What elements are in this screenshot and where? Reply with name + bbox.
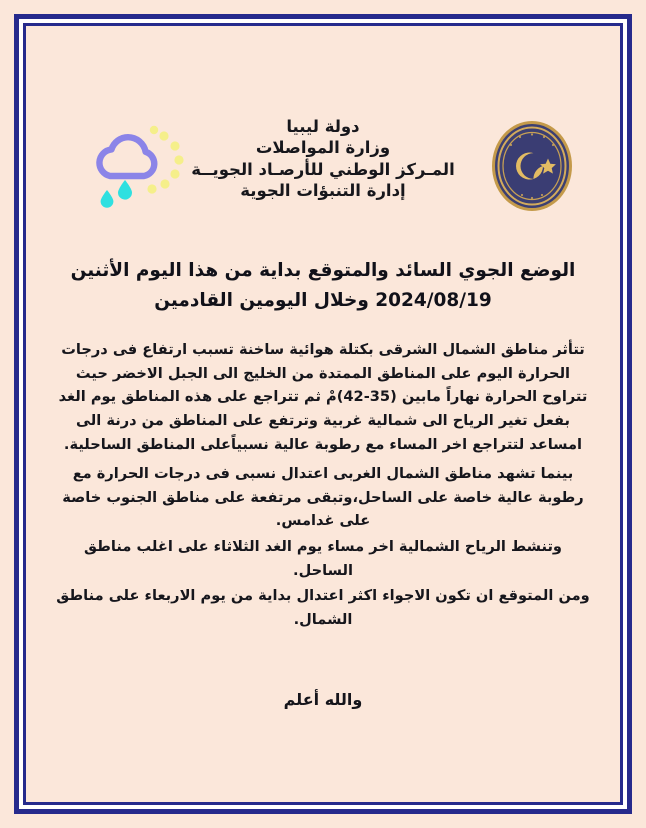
bulletin-title <box>48 256 598 316</box>
org-line-ministry: وزارة المواصلات <box>255 138 391 158</box>
closing-phrase: والله أعلم <box>283 689 363 709</box>
title-line-1: الوضع الجوي السائد والمتوقع بداية من هذا اليوم الأثنين <box>70 260 576 281</box>
organization-names <box>191 116 455 202</box>
forecast-paragraph-outlook: ومن المتوقع ان تكون الاجواء اكثر اعتدال بداية من يوم الاربعاء على مناطق الشمال. <box>56 587 590 628</box>
title-line-2: 2024/08/19 وخلال اليومين القادمين <box>154 289 492 311</box>
cloud-rain-sun-icon <box>80 110 192 214</box>
page-frame-inner <box>23 23 623 805</box>
forecast-body <box>48 338 598 632</box>
forecast-paragraph-west: بينما تشهد مناطق الشمال الغربى اعتدال نسبى فى درجات الحرارة مع رطوبة عالية خاصة على الساحل،وتبقى مرتفعة على مناطق الجنوب خاصة على غدامس. <box>62 465 584 530</box>
libya-state-emblem-icon <box>486 114 578 218</box>
org-line-center: المـركز الوطني للأرصـاد الجويــة <box>191 159 455 179</box>
org-line-department: إدارة التنبؤات الجوية <box>240 181 406 201</box>
org-line-country: دولة ليبيا <box>286 117 360 136</box>
forecast-paragraph-east: تتأثر مناطق الشمال الشرقى بكتلة هوائية ساخنة تسبب ارتفاع فى درجات الحرارة اليوم على المناطق الممتدة من الخليج الى الجبل الاخضر حيث تتراوح الحرارة نهاراً مابين (35-42)مْ ثم تتراجع على هذه المناطق يوم الغد بفعل تغير الرياح الى شمالية غربية وترتفع على المناطق من درنة الى امساعد لتتراجع اخر المساء مع رطوبة عالية نسبياًعلى المناطق الساحلية. <box>58 340 588 453</box>
masthead <box>48 116 598 234</box>
page-frame-outer <box>14 14 632 814</box>
forecast-paragraph-wind: وتنشط الرياح الشمالية اخر مساء يوم الغد الثلاثاء على اغلب مناطق الساحل. <box>84 538 562 579</box>
bulletin-content <box>26 26 620 802</box>
